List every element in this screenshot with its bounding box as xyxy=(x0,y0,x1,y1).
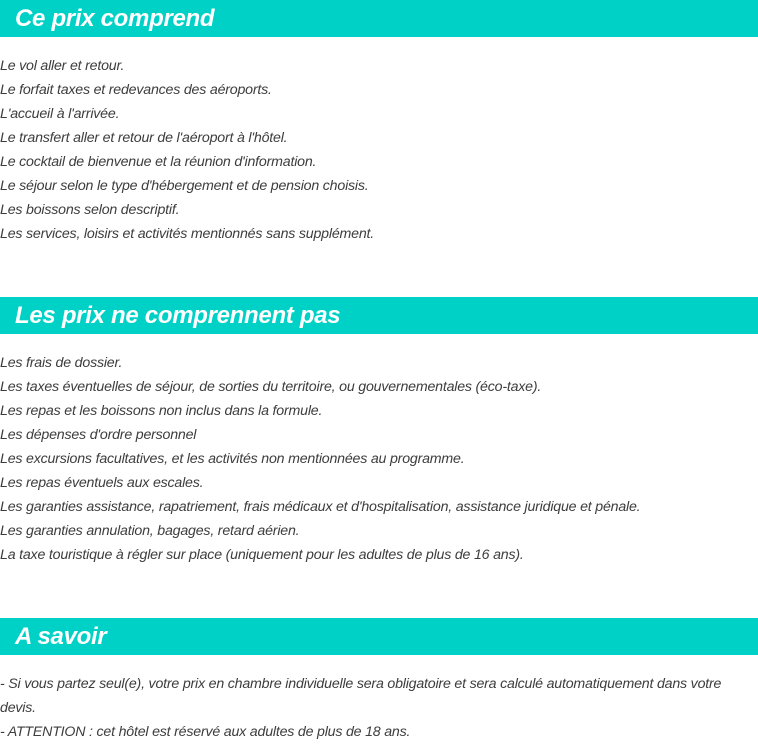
list-item: Les repas éventuels aux escales. xyxy=(0,475,204,491)
list-item: Le vol aller et retour. xyxy=(0,58,125,74)
list-item: Les services, loisirs et activités mentionnés sans supplément. xyxy=(0,226,374,242)
list-item: Le séjour selon le type d'hébergement et de pension choisis. xyxy=(0,178,369,194)
list-item: Les dépenses d'ordre personnel xyxy=(0,427,197,443)
list-item: Les excursions facultatives, et les activités non mentionnées au programme. xyxy=(0,451,465,467)
included-section xyxy=(0,0,758,246)
info-line: - ATTENTION : cet hôtel est réservé aux adultes de plus de 18 ans. xyxy=(0,724,411,740)
excluded-list xyxy=(0,334,758,567)
included-header xyxy=(0,0,758,37)
info-line: - Si vous partez seul(e), votre prix en chambre individuelle sera obligatoire et sera calculé automatiquement dans votre devis. xyxy=(0,676,722,716)
list-item: Le forfait taxes et redevances des aéroports. xyxy=(0,82,272,98)
included-title: Ce prix comprend xyxy=(15,5,215,32)
list-item: Les boissons selon descriptif. xyxy=(0,202,180,218)
excluded-title: Les prix ne comprennent pas xyxy=(15,302,341,329)
list-item: Le cocktail de bienvenue et la réunion d'information. xyxy=(0,154,317,170)
list-item: Les frais de dossier. xyxy=(0,355,123,371)
list-item: La taxe touristique à régler sur place (uniquement pour les adultes de plus de 16 ans). xyxy=(0,547,524,563)
info-header xyxy=(0,618,758,655)
info-title: A savoir xyxy=(15,623,107,650)
excluded-section xyxy=(0,297,758,567)
list-item: L'accueil à l'arrivée. xyxy=(0,106,120,122)
included-list xyxy=(0,37,758,246)
info-section xyxy=(0,618,758,744)
list-item: Les taxes éventuelles de séjour, de sorties du territoire, ou gouvernementales (éco-taxe). xyxy=(0,379,542,395)
list-item: Les garanties annulation, bagages, retard aérien. xyxy=(0,523,300,539)
info-body xyxy=(0,655,758,744)
list-item: Les repas et les boissons non inclus dans la formule. xyxy=(0,403,323,419)
list-item: Le transfert aller et retour de l'aéroport à l'hôtel. xyxy=(0,130,288,146)
excluded-header xyxy=(0,297,758,334)
list-item: Les garanties assistance, rapatriement, frais médicaux et d'hospitalisation, assistance juridique et pénale. xyxy=(0,499,641,515)
